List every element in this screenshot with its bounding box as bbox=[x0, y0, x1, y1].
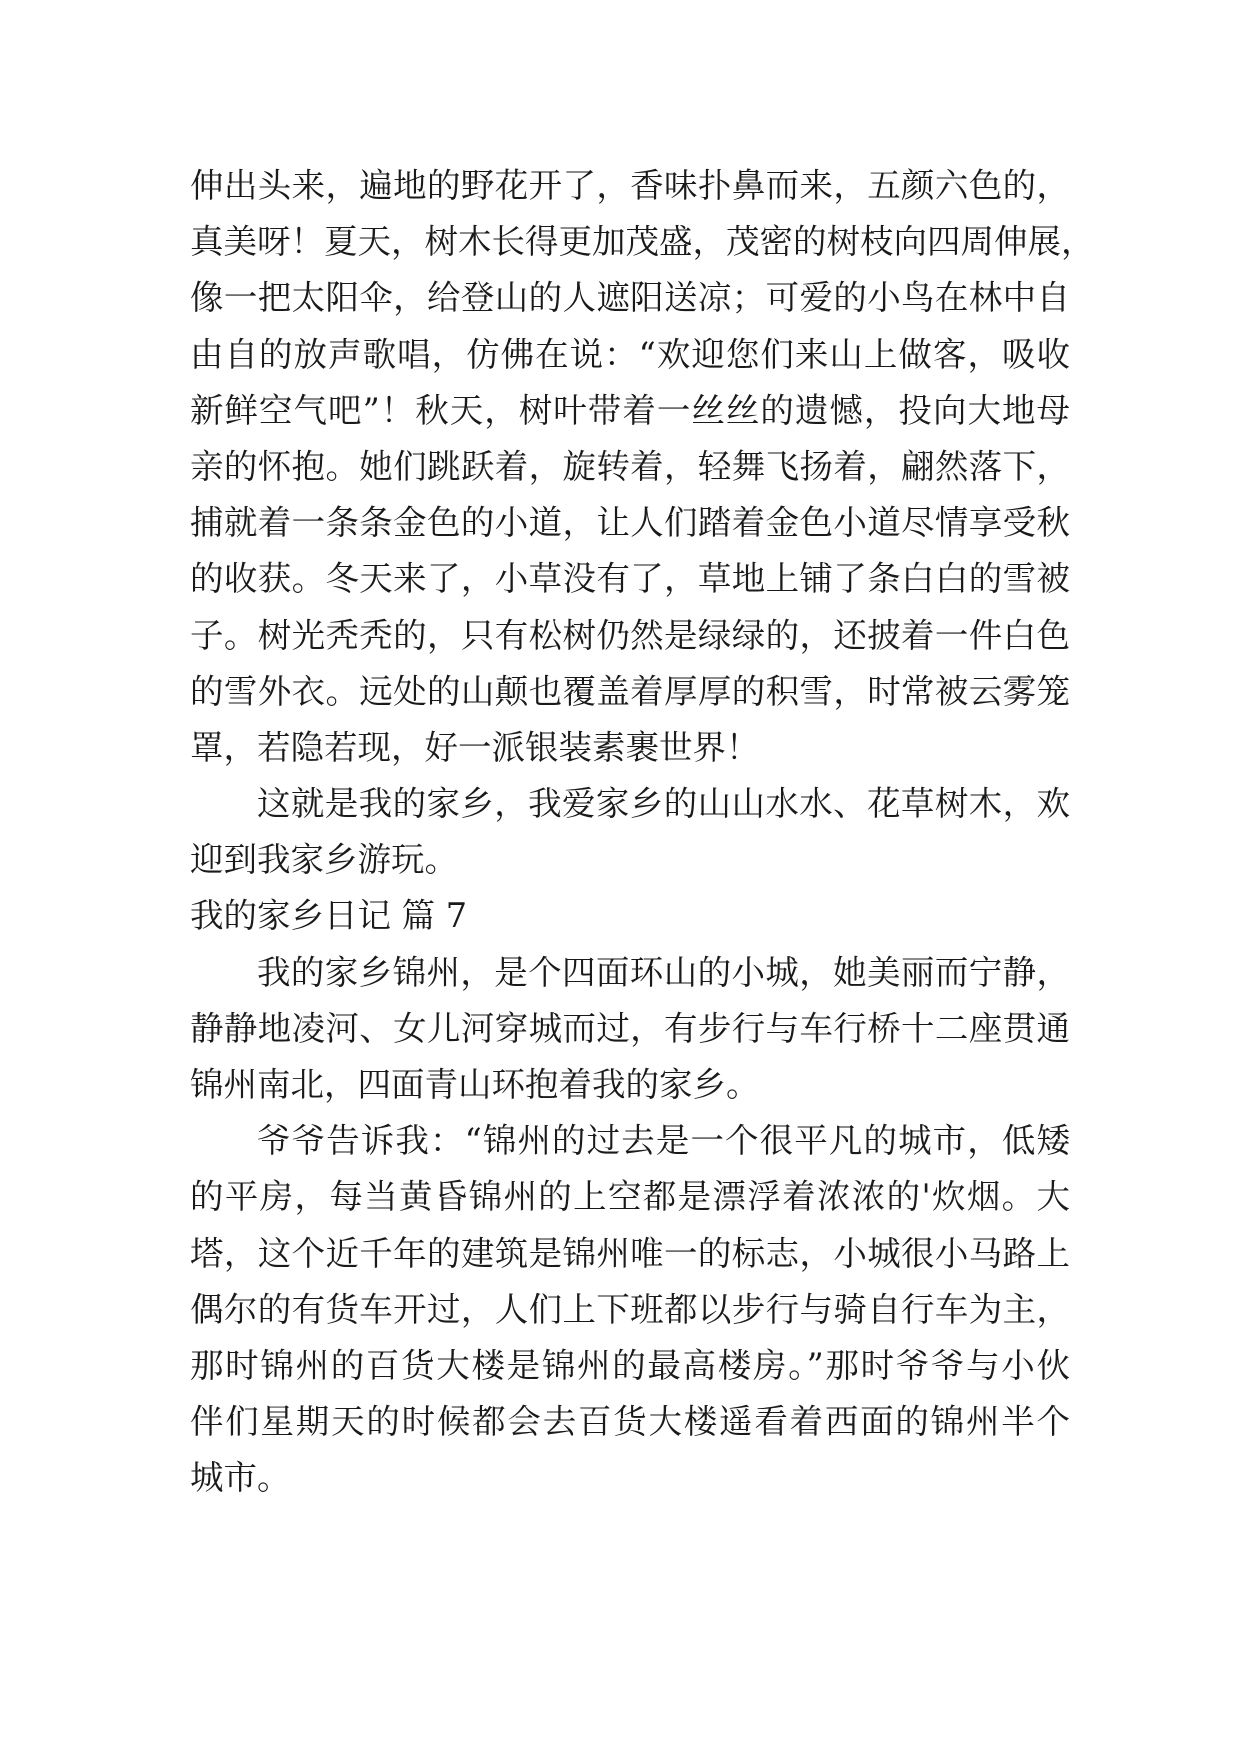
text-line: 伴们星期天的时候都会去百货大楼遥看着西面的锦州半个 bbox=[190, 1402, 1070, 1442]
text-line: 这就是我的家乡，我爱家乡的山山水水、花草树木，欢 bbox=[257, 784, 1070, 824]
text-line: 亲的怀抱。她们跳跃着，旋转着，轻舞飞扬着，翩然落下， bbox=[190, 446, 1070, 486]
text-line: 的雪外衣。远处的山颠也覆盖着厚厚的积雪，时常被云雾笼 bbox=[190, 671, 1070, 711]
text-line: 我的家乡锦州，是个四面环山的小城，她美丽而宁静， bbox=[257, 952, 1070, 992]
text-line: 塔，这个近千年的建筑是锦州唯一的标志，小城很小马路上 bbox=[190, 1233, 1070, 1273]
text-line: 捕就着一条条金色的小道，让人们踏着金色小道尽情享受秋 bbox=[190, 503, 1070, 543]
section-heading: 我的家乡日记 篇 7 bbox=[190, 896, 468, 936]
document-body bbox=[190, 158, 1095, 1507]
text-line: 的收获。冬天来了，小草没有了，草地上铺了条白白的雪被 bbox=[190, 559, 1070, 599]
text-line: 偶尔的有货车开过，人们上下班都以步行与骑自行车为主， bbox=[190, 1289, 1070, 1329]
text-line: 静静地凌河、女儿河穿城而过，有步行与车行桥十二座贯通 bbox=[190, 1008, 1070, 1048]
text-line: 像一把太阳伞，给登山的人遮阳送凉；可爱的小鸟在林中自 bbox=[190, 278, 1070, 318]
paragraph bbox=[190, 158, 1095, 776]
text-line: 子。树光秃秃的，只有松树仍然是绿绿的，还披着一件白色 bbox=[190, 615, 1070, 655]
text-line: 迎到我家乡游玩。 bbox=[190, 840, 458, 880]
text-line: 伸出头来，遍地的野花开了，香味扑鼻而来，五颜六色的， bbox=[190, 166, 1070, 205]
text-line: 真美呀！夏天，树木长得更加茂盛，茂密的树枝向四周伸展， bbox=[190, 222, 1095, 262]
text-line: 城市。 bbox=[190, 1458, 291, 1498]
paragraph bbox=[190, 776, 1070, 888]
paragraph bbox=[190, 945, 1070, 1114]
text-line: 爷爷告诉我：“锦州的过去是一个很平凡的城市，低矮 bbox=[257, 1121, 1070, 1161]
text-line: 锦州南北，四面青山环抱着我的家乡。 bbox=[190, 1065, 760, 1104]
text-line: 那时锦州的百货大楼是锦州的最高楼房。”那时爷爷与小伙 bbox=[190, 1345, 1070, 1385]
text-line: 罩，若隐若现，好一派银装素裹世界！ bbox=[190, 727, 760, 767]
text-line: 由自的放声歌唱，仿佛在说：“欢迎您们来山上做客，吸收 bbox=[190, 334, 1070, 374]
text-line: 新鲜空气吧”！秋天，树叶带着一丝丝的遗憾，投向大地母 bbox=[190, 390, 1070, 430]
paragraph bbox=[190, 1113, 1070, 1506]
text-line: 的平房，每当黄昏锦州的上空都是漂浮着浓浓的'炊烟。大 bbox=[190, 1177, 1070, 1217]
